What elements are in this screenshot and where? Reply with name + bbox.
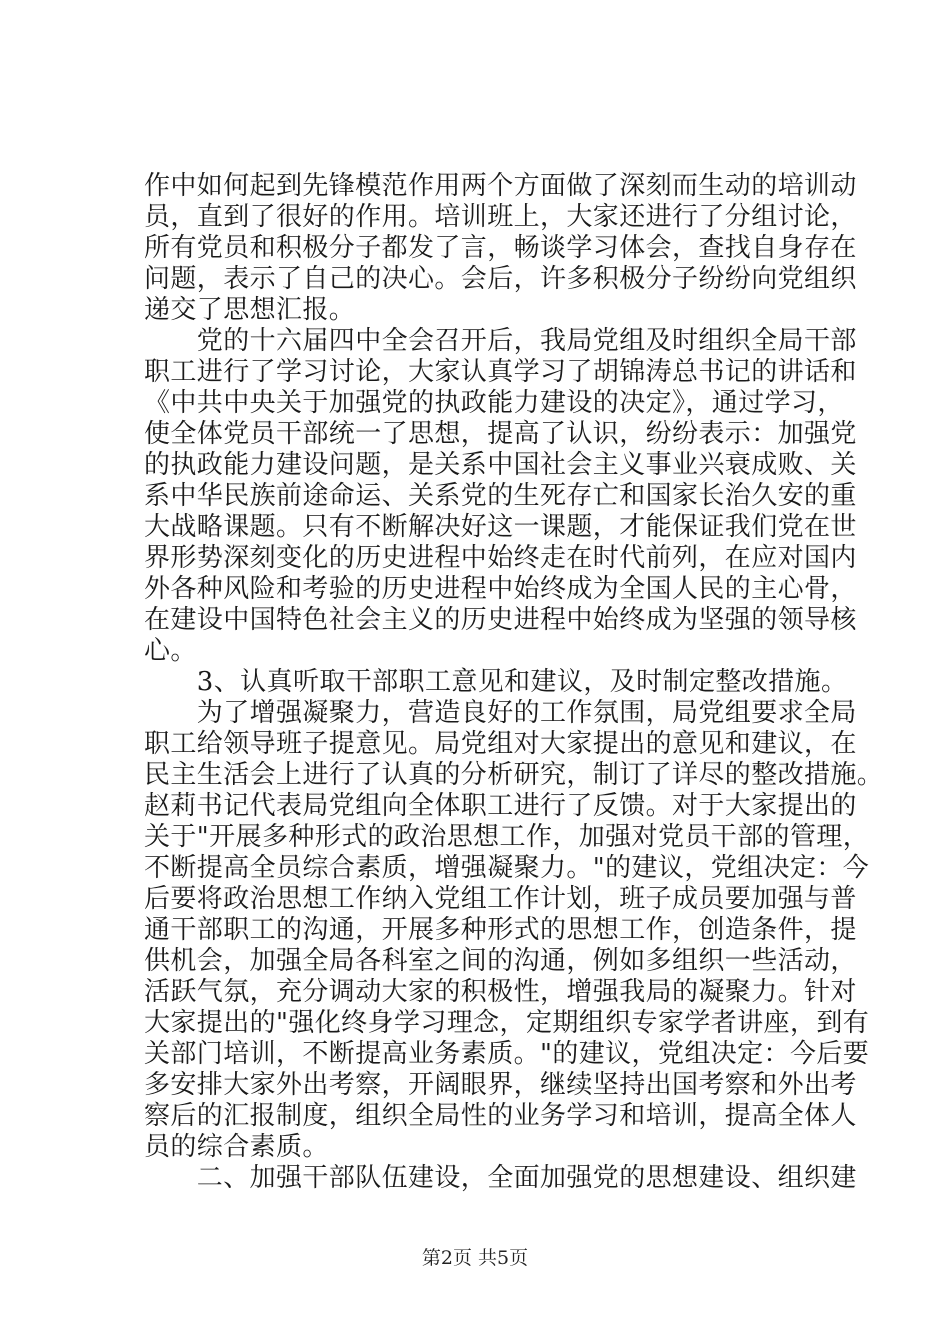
text-line: 大战略课题。只有不断解决好这一课题，才能保证我们党在世 (144, 512, 857, 542)
text-line: 界形势深刻变化的历史进程中始终走在时代前列，在应对国内 (144, 543, 857, 573)
text-line: 外各种风险和考验的历史进程中始终成为全国人民的主心骨， (144, 574, 857, 604)
text-line: 后要将政治思想工作纳入党组工作计划，班子成员要加强与普 (144, 884, 857, 914)
text-line: 大家提出的"强化终身学习理念，定期组织专家学者讲座，到有 (144, 1008, 870, 1038)
section-heading: 二、加强干部队伍建设，全面加强党的思想建设、组织建 (144, 1163, 857, 1193)
document-body (144, 171, 884, 1194)
text-line: 为了增强凝聚力，营造良好的工作氛围，局党组要求全局 (144, 698, 857, 728)
text-line: 关于"开展多种形式的政治思想工作，加强对党员干部的管理， (144, 822, 870, 852)
section-heading: 3、认真听取干部职工意见和建议，及时制定整改措施。 (144, 667, 848, 697)
text-line: 党的十六届四中全会召开后，我局党组及时组织全局干部 (144, 326, 857, 356)
text-line: 活跃气氛，充分调动大家的积极性，增强我局的凝聚力。针对 (144, 977, 857, 1007)
text-line: 赵莉书记代表局党组向全体职工进行了反馈。对于大家提出的 (144, 791, 857, 821)
text-line: 察后的汇报制度，组织全局性的业务学习和培训，提高全体人 (144, 1101, 857, 1131)
text-line: 职工给领导班子提意见。局党组对大家提出的意见和建议，在 (144, 729, 857, 759)
text-line: 所有党员和积极分子都发了言，畅谈学习体会，查找自身存在 (144, 233, 857, 263)
text-line: 系中华民族前途命运、关系党的生死存亡和国家长治久安的重 (144, 481, 857, 511)
text-line: 《中共中央关于加强党的执政能力建设的决定》，通过学习， (144, 388, 844, 418)
text-line: 作中如何起到先锋模范作用两个方面做了深刻而生动的培训动 (144, 171, 857, 201)
text-line: 不断提高全员综合素质，增强凝聚力。"的建议，党组决定：今 (144, 853, 870, 883)
text-line: 员的综合素质。 (144, 1132, 329, 1162)
text-line: 民主生活会上进行了认真的分析研究，制订了详尽的整改措施。 (144, 760, 884, 790)
text-line: 职工进行了学习讨论，大家认真学习了胡锦涛总书记的讲话和 (144, 357, 857, 387)
text-line: 心。 (144, 636, 197, 666)
text-line: 递交了思想汇报。 (144, 295, 356, 325)
text-line: 员，直到了很好的作用。培训班上，大家还进行了分组讨论， (144, 202, 857, 232)
text-line: 使全体党员干部统一了思想，提高了认识，纷纷表示：加强党 (144, 419, 857, 449)
text-line: 的执政能力建设问题，是关系中国社会主义事业兴衰成败、关 (144, 450, 857, 480)
text-line: 问题，表示了自己的决心。会后，许多积极分子纷纷向党组织 (144, 264, 857, 294)
page-number: 第2页 共5页 (421, 1247, 529, 1269)
text-line: 关部门培训，不断提高业务素质。"的建议，党组决定：今后要 (144, 1039, 870, 1069)
text-line: 供机会，加强全局各科室之间的沟通，例如多组织一些活动， (144, 946, 857, 976)
text-line: 在建设中国特色社会主义的历史进程中始终成为坚强的领导核 (144, 605, 857, 635)
text-line: 通干部职工的沟通，开展多种形式的思想工作，创造条件，提 (144, 915, 857, 945)
text-line: 多安排大家外出考察，开阔眼界，继续坚持出国考察和外出考 (144, 1070, 857, 1100)
